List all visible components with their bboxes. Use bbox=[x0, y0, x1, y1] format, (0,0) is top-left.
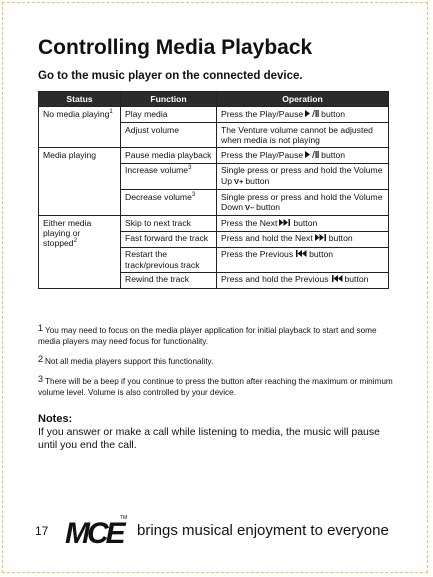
operation-cell bbox=[217, 107, 389, 123]
footnote-number: 3 bbox=[38, 374, 44, 384]
operation-text: Single press or press and hold the Volume Down bbox=[221, 191, 383, 212]
function-cell bbox=[121, 190, 217, 216]
operation-text: Press the Previous bbox=[221, 249, 294, 260]
function-label: Restart the track/previous track bbox=[125, 249, 200, 270]
footnote-number: 2 bbox=[38, 354, 44, 364]
footnote-text: There will be a beep if you continue to press the button after reaching the maximum or minimum volume level. Volume is also controlled by your device. bbox=[38, 377, 393, 397]
page-subtitle: Go to the music player on the connected device. bbox=[38, 70, 303, 82]
operation-cell bbox=[217, 148, 389, 164]
function-cell bbox=[121, 123, 217, 148]
footnote-2 bbox=[38, 354, 393, 368]
notes-heading: Notes: bbox=[38, 413, 73, 425]
operation-text-suffix: button bbox=[293, 217, 318, 228]
operation-cell bbox=[217, 247, 389, 272]
status-cell bbox=[39, 216, 121, 288]
footnote-ref: 1 bbox=[109, 108, 113, 115]
page-number: 17 bbox=[35, 524, 49, 538]
footnote-ref: 3 bbox=[188, 165, 192, 172]
function-label: Fast forward the track bbox=[125, 233, 209, 244]
function-label: Increase volume bbox=[125, 165, 189, 176]
table-row bbox=[39, 148, 389, 164]
footnote-text: You may need to focus on the media player application for initial playback to start and some media players may need focus for functionality. bbox=[38, 326, 377, 346]
next-icon-wrap bbox=[279, 219, 291, 229]
operation-text-suffix: button bbox=[245, 175, 270, 186]
operation-text: Press the Next bbox=[221, 217, 278, 228]
function-cell bbox=[121, 163, 217, 189]
operation-text-suffix: button bbox=[321, 108, 346, 119]
function-cell bbox=[121, 272, 217, 288]
operation-text: Press the Play/Pause bbox=[221, 108, 304, 119]
play-pause-icon bbox=[305, 151, 319, 158]
operation-cell bbox=[217, 272, 389, 288]
footnote-ref: 2 bbox=[73, 238, 77, 245]
function-cell bbox=[121, 216, 217, 232]
function-label: Adjust volume bbox=[125, 124, 179, 135]
table-body bbox=[39, 107, 389, 288]
notes-body: If you answer or make a call while listening to media, the music will pause until you end the call. bbox=[38, 426, 380, 451]
status-label: Either media playing or stopped bbox=[43, 217, 92, 249]
operation-text: Single press or press and hold the Volume Up bbox=[221, 165, 383, 186]
svg-text:MCE: MCE bbox=[65, 517, 123, 550]
operation-text-suffix: button bbox=[309, 249, 334, 260]
table-row bbox=[39, 107, 389, 123]
header-function: Function bbox=[121, 92, 217, 107]
status-cell bbox=[39, 107, 121, 148]
operation-text: Press and hold the Previous bbox=[221, 274, 329, 285]
table-row bbox=[39, 216, 389, 232]
operation-text-suffix: button bbox=[328, 233, 353, 244]
footnote-3 bbox=[38, 374, 393, 398]
next-track-icon bbox=[315, 234, 327, 241]
status-label: No media playing bbox=[43, 108, 110, 119]
operation-text-suffix: button bbox=[344, 274, 369, 285]
table-header-row bbox=[39, 92, 389, 107]
footnote-text: Not all media players support this functionality. bbox=[45, 357, 214, 366]
function-label: Rewind the track bbox=[125, 274, 190, 285]
footnote-number: 1 bbox=[38, 323, 44, 333]
operation-cell bbox=[217, 216, 389, 232]
header-status: Status bbox=[39, 92, 121, 107]
next-track-icon bbox=[279, 219, 291, 226]
function-cell bbox=[121, 107, 217, 123]
function-cell bbox=[121, 148, 217, 164]
header-operation: Operation bbox=[217, 92, 389, 107]
operation-cell bbox=[217, 190, 389, 216]
function-label: Decrease volume bbox=[125, 191, 192, 202]
function-cell bbox=[121, 247, 217, 272]
operation-cell bbox=[217, 123, 389, 148]
function-cell bbox=[121, 231, 217, 247]
operation-text-suffix: button bbox=[321, 149, 346, 160]
play-pause-icon bbox=[305, 110, 319, 117]
operation-cell bbox=[217, 163, 389, 189]
operation-text-suffix: button bbox=[256, 201, 281, 212]
mce-logo bbox=[64, 510, 134, 550]
footer-tagline: brings musical enjoyment to everyone bbox=[137, 522, 389, 539]
status-cell bbox=[39, 148, 121, 216]
function-label: Play media bbox=[125, 108, 168, 119]
media-controls-table bbox=[38, 91, 389, 289]
function-label: Pause media playback bbox=[125, 149, 212, 160]
previous-icon-wrap bbox=[331, 275, 343, 285]
page-title: Controlling Media Playback bbox=[38, 36, 313, 59]
next-icon-wrap bbox=[315, 234, 327, 244]
operation-text: The Venture volume cannot be adjusted when media is not playing bbox=[221, 124, 373, 145]
play-pause-icon-wrap bbox=[305, 110, 319, 120]
previous-track-icon bbox=[331, 275, 343, 282]
svg-text:TM: TM bbox=[120, 515, 128, 521]
volume-key-label: V– bbox=[244, 202, 255, 212]
operation-cell bbox=[217, 231, 389, 247]
volume-key-label: V+ bbox=[234, 176, 244, 186]
footnote-1 bbox=[38, 323, 393, 347]
operation-text: Press the Play/Pause bbox=[221, 149, 304, 160]
operation-text: Press and hold the Next bbox=[221, 233, 313, 244]
previous-icon-wrap bbox=[295, 250, 307, 260]
previous-track-icon bbox=[295, 250, 307, 257]
function-label: Skip to next track bbox=[125, 217, 191, 228]
footnote-ref: 3 bbox=[191, 191, 196, 198]
play-pause-icon-wrap bbox=[305, 151, 319, 161]
status-label: Media playing bbox=[43, 149, 97, 160]
